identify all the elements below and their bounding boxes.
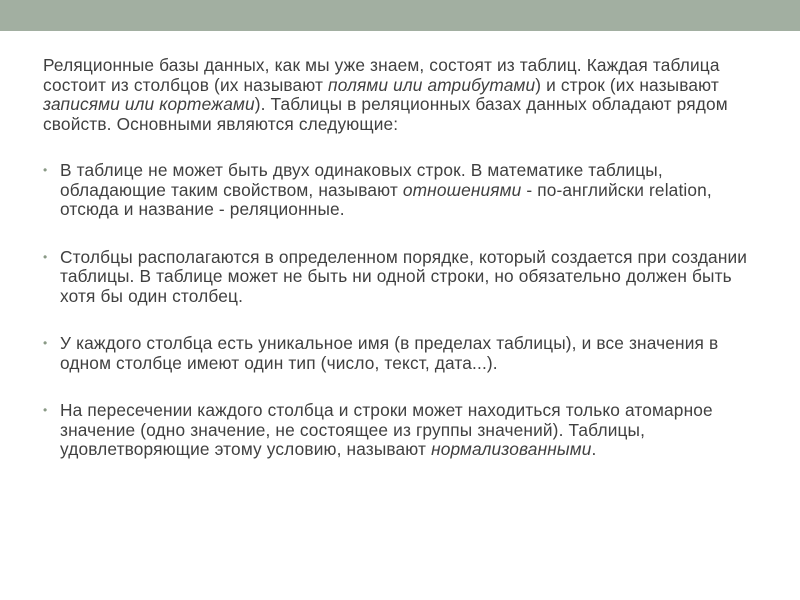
top-accent-bar <box>0 0 800 31</box>
property-term-relations: отношениями <box>402 179 522 200</box>
property-item-atomic-values <box>43 401 763 460</box>
intro-paragraph <box>43 56 763 134</box>
property-text: В таблице не может быть двух одинаковых строк. В математике таблицы, обладающие таким свойством, называют <box>60 160 663 200</box>
bullet-icon: • <box>43 336 48 350</box>
property-list <box>43 161 763 460</box>
bullet-icon: • <box>43 249 48 264</box>
bullet-icon: • <box>43 163 48 177</box>
intro-text-3: ). Таблицы в реляционных базах данных обладают рядом свойств. Основными являются следующие: <box>43 94 728 134</box>
property-text: На пересечении каждого столбца и строки может находиться только атомарное значение (одно значение, не состоящее из группы значений). Таблицы, удовлетворяющие этому условию, называют <box>60 400 713 459</box>
intro-text-2: ) и строк (их называют <box>535 74 719 95</box>
intro-text-1: Реляционные базы данных, как мы уже знаем, состоят из таблиц. Каждая таблица состоит из столбцов (их называют <box>43 55 720 95</box>
property-item-column-order <box>43 248 763 307</box>
property-item-unique-column-names <box>43 334 763 373</box>
property-term-normalized: нормализованными <box>431 439 592 459</box>
property-text-tail: - по-английски relation, отсюда и название - реляционные. <box>60 179 712 219</box>
property-text: Столбцы располагаются в определенном порядке, который создается при создании таблицы. В таблице может не быть ни одной строки, но обязательно должен быть хотя бы один столбец. <box>60 246 748 306</box>
bullet-icon: • <box>43 403 48 417</box>
slide-body <box>43 56 763 488</box>
property-item-unique-rows <box>43 161 763 220</box>
intro-term-records: записями или кортежами <box>43 94 255 114</box>
intro-term-fields: полями или атрибутами <box>328 74 536 95</box>
property-text: У каждого столбца есть уникальное имя (в пределах таблицы), и все значения в одном столбце имеют один тип (число, текст, дата...). <box>60 333 719 373</box>
property-text-tail: . <box>591 439 597 459</box>
